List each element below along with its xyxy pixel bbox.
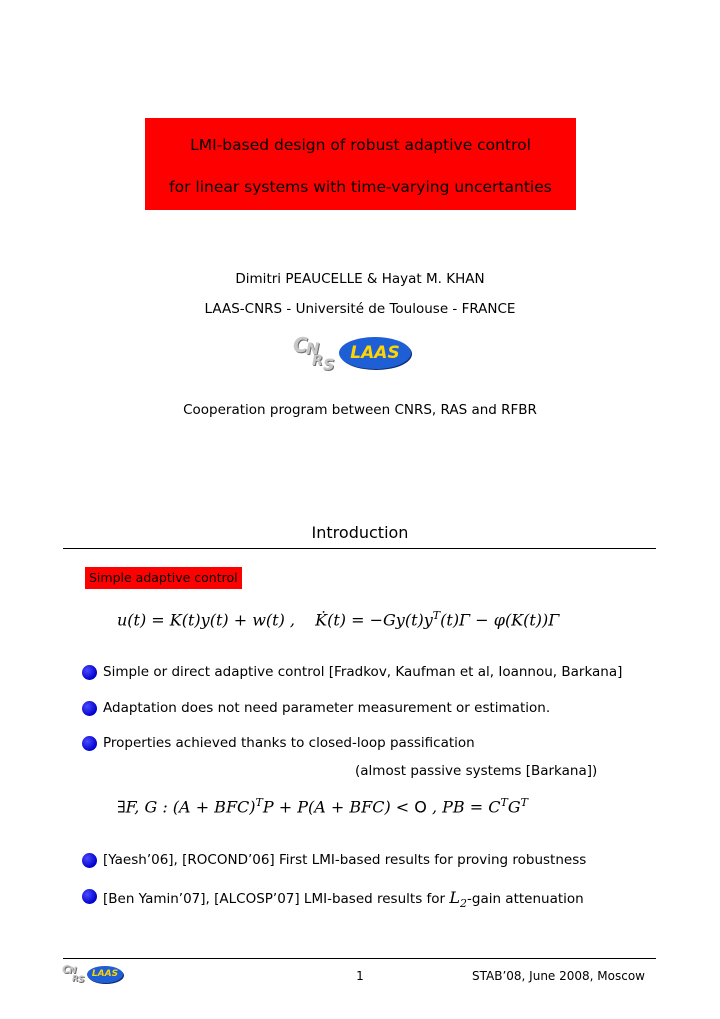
bullet-text-l2 <box>103 888 584 910</box>
logo-letter-r: R <box>72 974 79 983</box>
passivity-transpose-2: T <box>500 796 508 809</box>
logo-letter-c: C <box>293 333 308 357</box>
l2-subscript: 2 <box>460 897 467 911</box>
control-law-transpose: T <box>432 609 441 622</box>
passivity-exists: ∃F, G : (A + BFC) <box>117 797 256 817</box>
bullet-text: Simple or direct adaptive control [Fradkov, Kaufman et al, Ioannou, Barkana] <box>103 664 623 680</box>
bullet-text: Adaptation does not need parameter measurement or estimation. <box>103 700 551 716</box>
bullet-icon <box>82 853 97 868</box>
laas-badge: LAAS <box>339 337 411 369</box>
logo-letter-n: N <box>306 339 320 358</box>
title-box <box>145 118 576 210</box>
authors: Dimitri PEAUCELLE & Hayat M. KHAN <box>235 271 485 287</box>
passivity-equation <box>117 796 528 816</box>
passivity-transpose-3: T <box>520 796 528 809</box>
footer-logo <box>62 963 126 987</box>
bullet-text: [Yaesh’06], [ROCOND’06] First LMI-based results for proving robustness <box>103 852 587 868</box>
passivity-zero: O <box>414 797 427 817</box>
section-divider <box>63 548 656 549</box>
page-number: 1 <box>356 969 364 983</box>
bullet-icon <box>82 701 97 716</box>
affiliation: LAAS-CNRS - Université de Toulouse - FRANCE <box>204 301 516 317</box>
passivity-end: G <box>507 797 521 817</box>
logo-letter-c: C <box>62 963 71 976</box>
laas-badge: LAAS <box>87 966 123 983</box>
control-law-u: u(t) = K(t)y(t) + w(t) , <box>117 610 295 630</box>
title-line-1: LMI-based design of robust adaptive control <box>190 136 531 154</box>
section-title: Introduction <box>311 523 409 542</box>
passivity-middle: P + P(A + BFC) < <box>262 797 410 817</box>
title-line-2: for linear systems with time-varying uncertanties <box>169 178 552 196</box>
topic-tag: Simple adaptive control <box>85 567 242 589</box>
bullet-icon <box>82 889 97 904</box>
cnrs-laas-logo <box>293 333 418 377</box>
control-law-k: K̇(t) = −Gy(t)y <box>315 610 433 630</box>
logo-letter-n: N <box>69 966 77 976</box>
bullet-icon <box>82 736 97 751</box>
l2-symbol <box>449 888 467 911</box>
conference-info: STAB’08, June 2008, Moscow <box>472 969 645 983</box>
bullet-text: Properties achieved thanks to closed-loop passification <box>103 735 475 751</box>
l2-letter: L <box>449 888 460 907</box>
control-law-equation <box>117 609 559 629</box>
logo-letter-r: R <box>312 353 323 369</box>
passivity-transpose-1: T <box>255 796 263 809</box>
l2-suffix: -gain attenuation <box>467 891 584 907</box>
passivity-subnote: (almost passive systems [Barkana]) <box>355 763 598 779</box>
logo-letter-s: S <box>78 975 85 985</box>
passivity-comma: , PB = C <box>426 797 501 817</box>
footer-divider <box>63 958 656 959</box>
bullet-text: [Ben Yamin’07], [ALCOSP’07] LMI-based results for <box>103 891 446 907</box>
bullet-icon <box>82 665 97 680</box>
control-law-rest: (t)Γ − φ(K(t))Γ <box>440 610 560 630</box>
logo-letter-s: S <box>323 355 335 374</box>
cooperation-note: Cooperation program between CNRS, RAS and RFBR <box>183 402 537 418</box>
